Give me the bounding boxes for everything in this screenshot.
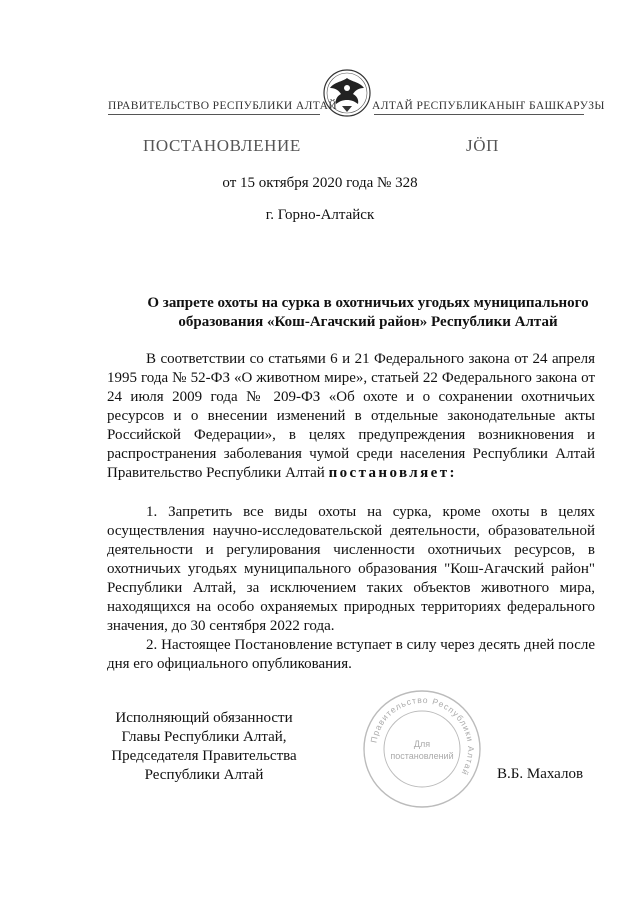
stamp-ring-text: Правительство Республики Алтай	[368, 694, 477, 778]
document-date-number: от 15 октября 2020 года № 328	[222, 175, 418, 191]
official-stamp	[360, 687, 484, 811]
government-name-alt: АЛТАЙ РЕСПУБЛИКАНЫҤ БАШКАРУЗЫ	[372, 100, 605, 112]
stamp-center-line-2: постановлений	[390, 751, 454, 761]
header-rule-left	[108, 114, 320, 115]
signatory-line-3: Председателя Правительства	[111, 748, 297, 764]
resolution-item-1: 1. Запретить все виды охоты на сурка, кроме охоты в целях осуществления научно-исследовательской деятельности, образовательной деятельности и регулирования численности охотничьих ресурсов, в охотничьих угодьях муниципального образования "Кош-Агачский район" Республики Алтай, за исключением таких объектов животного мира, находящихся на особо охраняемых природных территориях федерального значения, до 30 сентября 2022 года.	[107, 504, 595, 634]
resolution-item-2: 2. Настоящее Постановление вступает в силу через десять дней после дня его официального опубликования.	[107, 637, 595, 672]
resolves-word: постановляет:	[328, 465, 457, 481]
signatory-name: В.Б. Махалов	[497, 766, 584, 782]
title-line-2: образования «Кош-Агачский район» Республики Алтай	[178, 314, 558, 330]
stamp-center-line-1: Для	[413, 739, 431, 749]
document-city: г. Горно-Алтайск	[265, 207, 375, 223]
signatory-title	[104, 709, 304, 785]
title-line-1: О запрете охоты на сурка в охотничьих угодьях муниципального	[147, 295, 589, 311]
signatory-line-2: Главы Республики Алтай,	[121, 729, 287, 745]
preamble-paragraph	[107, 350, 595, 483]
document-title	[130, 294, 606, 332]
document-type-alt: ЈӦП	[466, 136, 499, 155]
header-rule-right	[374, 114, 584, 115]
document-type-ru: ПОСТАНОВЛЕНИЕ	[143, 136, 301, 155]
svg-text:Правительство Республики Алтай	[368, 695, 476, 778]
signatory-line-1: Исполняющий обязанности	[115, 710, 293, 726]
signatory-line-4: Республики Алтай	[144, 767, 264, 783]
preamble-text: В соответствии со статьями 6 и 21 Федерального закона от 24 апреля 1995 года № 52-ФЗ «О животном мире», статьей 22 Федерального закона от 24 июля 2009 года № 209-ФЗ «Об охоте и о сохранении охотничьих ресурсов и о внесении изменений в отдельные законодательные акты Российской Федерации», в целях предупреждения возникновения и распространения заболевания чумой среди населения Республики Алтай Правительство Республики Алтай	[107, 351, 595, 481]
government-name-ru: ПРАВИТЕЛЬСТВО РЕСПУБЛИКИ АЛТАЙ	[108, 100, 338, 112]
resolution-items	[107, 503, 595, 674]
